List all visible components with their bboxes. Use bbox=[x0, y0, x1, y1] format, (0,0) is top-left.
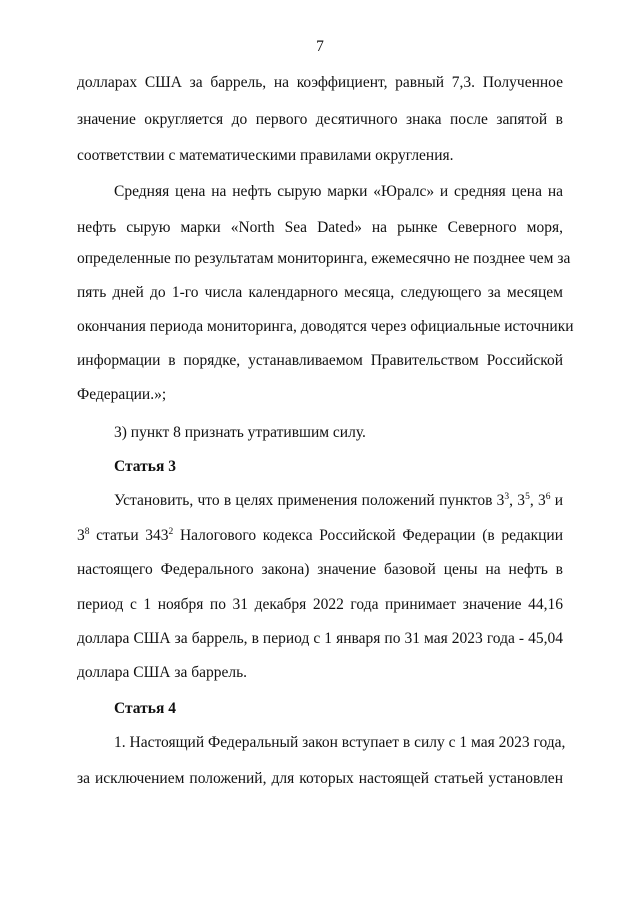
text-line: за исключением положений, для которых настоящей статьей установлен bbox=[77, 770, 563, 787]
text-line: долларах США за баррель, на коэффициент, равный 7,3. Полученное bbox=[77, 74, 563, 91]
article-heading: Статья 4 bbox=[114, 700, 176, 717]
text-line: период с 1 ноября по 31 декабря 2022 года принимает значение 44,16 bbox=[77, 596, 563, 613]
text-line: 3) пункт 8 признать утратившим силу. bbox=[114, 424, 366, 441]
article-heading: Статья 3 bbox=[114, 458, 176, 475]
text-line: пять дней до 1-го числа календарного месяца, следующего за месяцем bbox=[77, 284, 563, 301]
text-line: доллара США за баррель. bbox=[77, 664, 248, 681]
text-line: доллара США за баррель, в период с 1 января по 31 мая 2023 года - 45,04 bbox=[77, 630, 563, 647]
text-line: определенные по результатам мониторинга, ежемесячно не позднее чем за bbox=[77, 250, 571, 267]
text-line: нефть сырую марки «North Sea Dated» на рынке Северного моря, bbox=[77, 219, 563, 236]
page-number: 7 bbox=[316, 38, 324, 55]
text-line: 1. Настоящий Федеральный закон вступает в силу с 1 мая 2023 года, bbox=[114, 734, 566, 751]
text-line: соответствии с математическими правилами округления. bbox=[77, 147, 454, 164]
text-line: информации в порядке, устанавливаемом Правительством Российской bbox=[77, 352, 563, 369]
text-line: настоящего Федерального закона) значение базовой цены на нефть в bbox=[77, 561, 563, 578]
text-line: $3^8$ статьи $343^2$ Налогового кодекса Российской Федерации (в редакции bbox=[77, 527, 563, 544]
text-line: Средняя цена на нефть сырую марки «Юралс» и средняя цена на bbox=[114, 183, 563, 200]
text-line: окончания периода мониторинга, доводятся через официальные источники bbox=[77, 318, 574, 335]
text-line: Федерации.»; bbox=[77, 386, 167, 403]
text-line: Установить, что в целях применения положений пунктов $3^3$, $3^5$, $3^6$ и bbox=[114, 492, 564, 509]
text-line: значение округляется до первого десятичного знака после запятой в bbox=[77, 111, 563, 128]
